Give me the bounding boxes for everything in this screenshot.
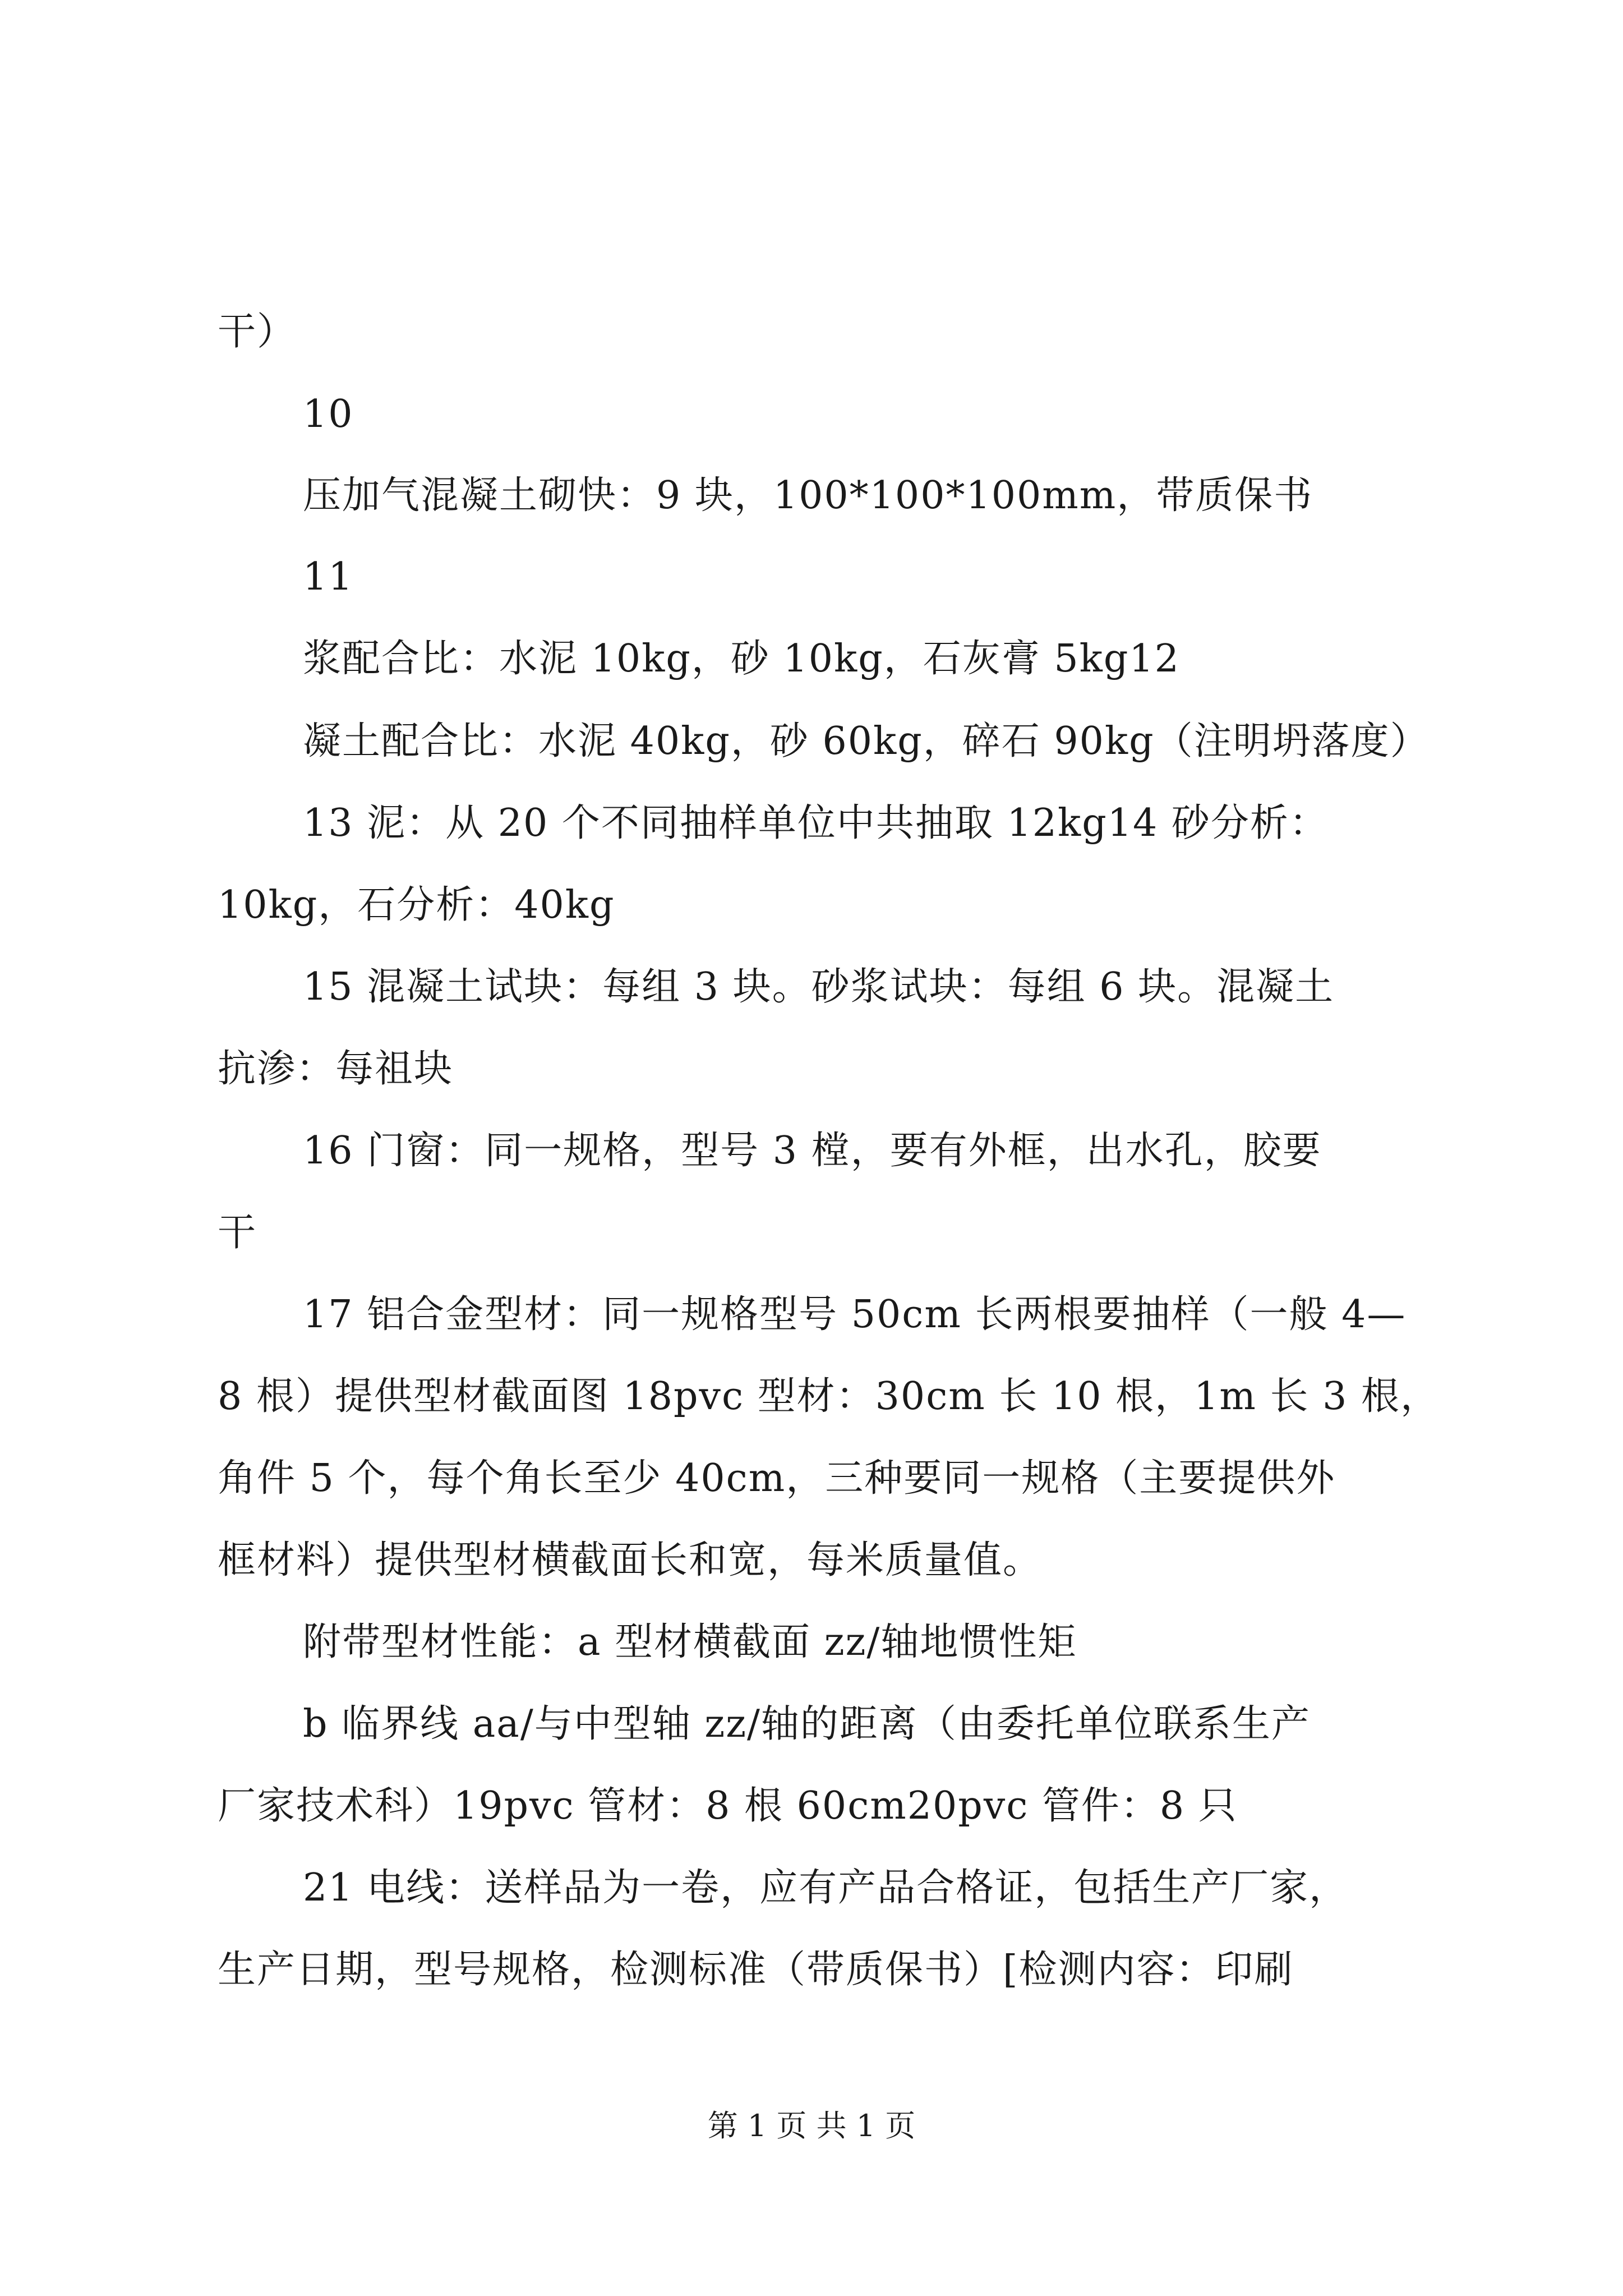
text-line: 附带型材性能：a 型材横截面 zz/轴地惯性矩 [303,1620,1077,1664]
text-line: 角件 5 个，每个角长至少 40cm，三种要同一规格（主要提供外 [218,1456,1336,1501]
text-line: 干 [218,1211,257,1255]
page-footer: 第 1 页 共 1 页 [707,2108,916,2143]
text-line: b 临界线 aa/与中型轴 zz/轴的距离（由委托单位联系生产 [303,1702,1311,1746]
text-line: 10 [303,392,354,436]
text-line: 15 混凝土试块：每组 3 块。砂浆试块：每组 6 块。混凝土 [303,965,1335,1009]
text-line: 厂家技术科）19pvc 管材：8 根 60cm20pvc 管件：8 只 [218,1784,1238,1828]
text-line: 8 根）提供型材截面图 18pvc 型材：30cm 长 10 根，1m 长 3 根， [218,1374,1440,1419]
text-line: 21 电线：送样品为一卷，应有产品合格证，包括生产厂家， [303,1866,1349,1910]
text-line: 抗渗：每祖块 [218,1047,454,1091]
text-line: 凝土配合比：水泥 40kg，砂 60kg，碎石 90kg（注明坍落度） [303,719,1430,763]
text-line: 16 门窗：同一规格，型号 3 樘，要有外框，出水孔，胶要 [303,1129,1322,1173]
text-line: 10kg，石分析：40kg [218,883,615,927]
text-line: 框材料）提供型材横截面长和宽，每米质量值。 [218,1538,1043,1582]
text-line: 浆配合比：水泥 10kg，砂 10kg，石灰膏 5kg12 [303,637,1180,681]
text-line: 干） [218,310,297,354]
text-line: 11 [303,555,354,599]
text-line: 13 泥：从 20 个不同抽样单位中共抽取 12kg14 砂分析： [303,801,1329,845]
text-line: 压加气混凝土砌快：9 块，100*100*100mm，带质保书 [303,473,1313,518]
text-line: 17 铝合金型材：同一规格型号 50cm 长两根要抽样（一般 4— [303,1292,1407,1337]
text-line: 生产日期，型号规格，检测标准（带质保书）[检测内容：印刷 [218,1948,1294,1992]
